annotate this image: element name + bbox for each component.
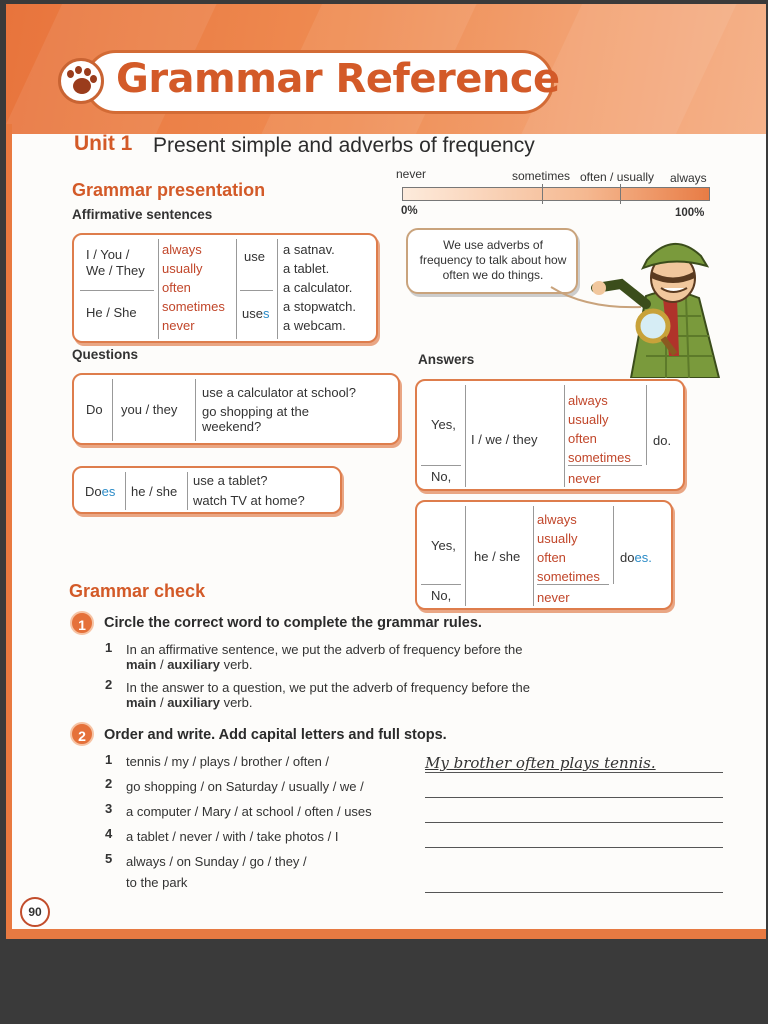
object-stopwatch: a stopwatch. (283, 299, 356, 314)
exercise-2-instruction: Order and write. Add capital letters and full stops. (104, 727, 447, 743)
exercise-2-item-5-text: always / on Sunday / go / they / (126, 854, 307, 869)
affirmative-heading: Affirmative sentences (72, 207, 213, 222)
answer-adverb-sometimes: sometimes (568, 450, 631, 465)
exercise-1-instruction: Circle the correct word to complete the grammar rules. (104, 615, 482, 631)
answer-yes: Yes, (431, 417, 456, 432)
answer-line[interactable] (425, 797, 723, 798)
answer-aux-does: does. (620, 550, 652, 565)
answer-adverb-usually: usually (568, 412, 609, 427)
answer-line[interactable] (425, 847, 723, 848)
scale-tick (620, 184, 621, 204)
answer-adverb-never: never (537, 590, 570, 605)
answer-adverb-often: often (537, 550, 566, 565)
scale-label-never: never (396, 167, 427, 181)
verb-use: use (244, 249, 265, 264)
object-calculator: a calculator. (283, 280, 353, 295)
verb-uses: uses (242, 306, 270, 321)
grammar-check-heading: Grammar check (69, 581, 206, 601)
exercise-2-item-2-text: go shopping / on Saturday / usually / we / (126, 779, 364, 794)
exercise-2-item-number: 4 (105, 826, 113, 841)
bottom-edge-band (6, 929, 766, 939)
exercise-1-item-number: 1 (105, 640, 113, 655)
question-option-tv: watch TV at home? (193, 493, 305, 508)
exercise-2-item-1-text: tennis / my / plays / brother / often / (126, 754, 330, 769)
answer-subject-he-she: he / she (474, 549, 521, 564)
answer-no: No, (431, 469, 452, 484)
exercise-2-item-number: 3 (105, 801, 113, 816)
workbook-page (6, 4, 766, 939)
scale-label-always: always (670, 171, 707, 185)
exercise-1-item-2-text: In the answer to a question, we put the adverb of frequency before the (126, 680, 530, 695)
answer-subject-i-we-they: I / we / they (471, 432, 538, 447)
question-option-calculator: use a calculator at school? (202, 385, 356, 400)
scale-tick (542, 184, 543, 204)
question-table-does (72, 466, 342, 514)
scale-bar (402, 187, 710, 201)
exercise-2-item-number: 1 (105, 752, 113, 767)
object-tablet: a tablet. (283, 261, 330, 276)
exercise-2-item-number: 5 (105, 851, 113, 866)
answer-line[interactable] (425, 772, 723, 773)
question-aux-do: Do (86, 402, 103, 417)
answer-adverb-often: often (568, 431, 597, 446)
adverb-often: often (162, 280, 191, 295)
answer-adverb-always: always (537, 512, 577, 527)
question-table-do (72, 373, 400, 445)
detective-illustration (591, 226, 741, 378)
adverb-always: always (162, 242, 202, 257)
answer-line[interactable] (425, 822, 723, 823)
exercise-1-item-1-choice[interactable]: main / auxiliary verb. (126, 657, 253, 672)
subjects-singular: He / She (86, 305, 137, 320)
unit-title: Present simple and adverbs of frequency (153, 134, 535, 157)
answer-table-do (415, 379, 685, 491)
page-title: Grammar Reference (116, 56, 560, 102)
object-webcam: a webcam. (283, 318, 346, 333)
question-subject-he-she: he / she (131, 484, 178, 499)
scale-label-sometimes: sometimes (512, 169, 571, 183)
adverb-sometimes: sometimes (162, 299, 225, 314)
answer-adverb-sometimes: sometimes (537, 569, 600, 584)
exercise-1-item-1-text: In an affirmative sentence, we put the adverb of frequency before the (126, 642, 523, 657)
answers-heading: Answers (418, 352, 475, 367)
scale-label-100: 100% (675, 207, 705, 219)
exercise-number-1: 1 (70, 611, 94, 635)
question-option-shopping: go shopping at the weekend? (202, 404, 309, 434)
exercise-1-item-2-choice[interactable]: main / auxiliary verb. (126, 695, 253, 710)
exercise-2-item-4-text: a tablet / never / with / take photos / I (126, 829, 339, 844)
question-subject-you-they: you / they (121, 402, 178, 417)
subjects-plural: I / You / We / They (86, 247, 145, 278)
unit-label: Unit 1 (74, 132, 133, 155)
scale-label-0: 0% (401, 205, 418, 217)
affirmative-table (72, 233, 378, 343)
page-number: 90 (20, 897, 50, 927)
exercise-1-item-number: 2 (105, 677, 113, 692)
answer-yes: Yes, (431, 538, 456, 553)
exercise-2-item-number: 2 (105, 776, 113, 791)
grammar-presentation-heading: Grammar presentation (72, 180, 266, 200)
questions-heading: Questions (72, 347, 139, 362)
exercise-2-item-5-text-line2: to the park (126, 875, 188, 890)
answer-adverb-usually: usually (537, 531, 578, 546)
adverb-usually: usually (162, 261, 203, 276)
exercise-number-2: 2 (70, 722, 94, 746)
paw-icon (58, 58, 104, 104)
left-edge-band (6, 124, 12, 939)
object-satnav: a satnav. (283, 242, 335, 257)
answer-table-does (415, 500, 673, 610)
exercise-2-item-1-answer[interactable]: My brother often plays tennis. (425, 754, 656, 772)
question-option-tablet: use a tablet? (193, 473, 268, 488)
answer-line[interactable] (425, 892, 723, 893)
scale-label-often-usually: often / usually (580, 170, 655, 184)
bubble-text: We use adverbs of frequency to talk about how often we do things. (419, 238, 567, 282)
answer-no: No, (431, 588, 452, 603)
answer-adverb-never: never (568, 471, 601, 486)
exercise-2-item-3-text: a computer / Mary / at school / often / uses (126, 804, 372, 819)
answer-adverb-always: always (568, 393, 608, 408)
adverb-never: never (162, 318, 195, 333)
question-aux-does: Does (85, 484, 116, 499)
answer-aux-do: do. (653, 433, 672, 448)
